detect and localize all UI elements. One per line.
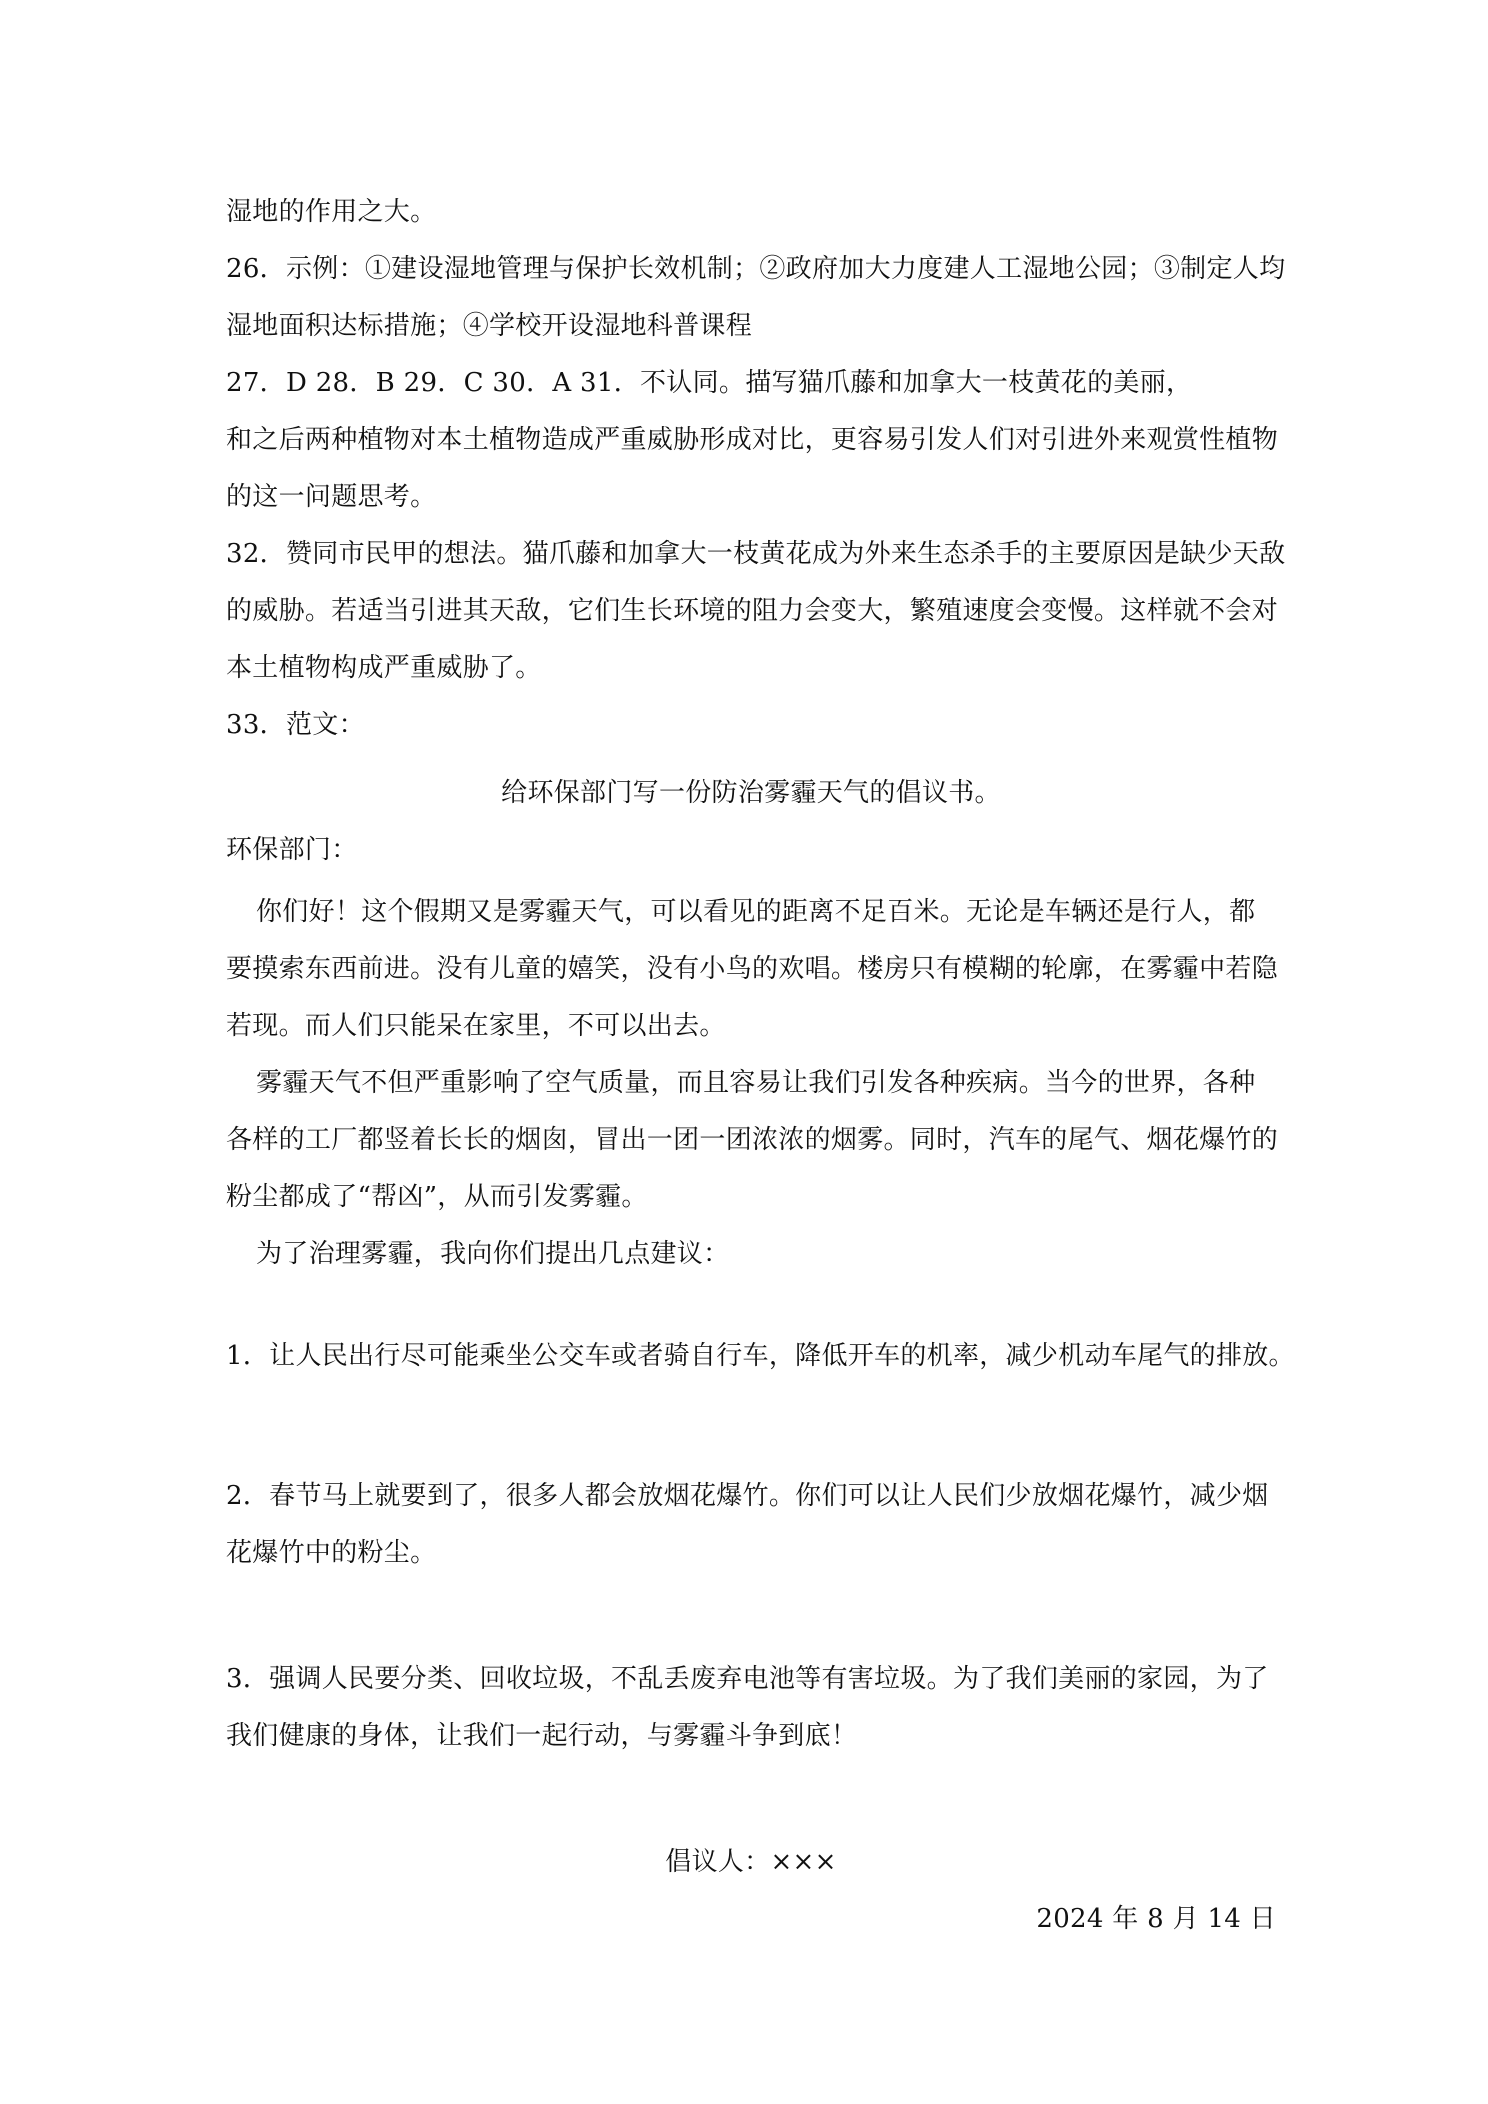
answers-27-31-line-1: 27．D 28．B 29．C 30．A 31．不认同。描写猫爪藤和加拿大一枝黄花的美丽， — [226, 368, 1193, 398]
essay-title: 给环保部门写一份防治雾霾天气的倡议书。 — [501, 778, 1001, 808]
answer-25-end: 湿地的作用之大。 — [226, 197, 437, 227]
answer-31-line-3: 的这一问题思考。 — [226, 482, 437, 512]
date: 2024 年 8 月 14 日 — [1036, 1904, 1276, 1934]
essay-para-2-line-2: 各样的工厂都竖着长长的烟囱，冒出一团一团浓浓的烟雾。同时，汽车的尾气、烟花爆竹的 — [226, 1125, 1279, 1155]
essay-para-3: 为了治理雾霾，我向你们提出几点建议： — [256, 1239, 730, 1269]
suggestion-2-line-2: 花爆竹中的粉尘。 — [226, 1538, 437, 1568]
answer-26-line-1: 26．示例：①建设湿地管理与保护长效机制；②政府加大力度建人工湿地公园；③制定人均 — [226, 254, 1286, 284]
answer-32-line-3: 本土植物构成严重威胁了。 — [226, 653, 542, 683]
suggestion-3-line-2: 我们健康的身体，让我们一起行动，与雾霾斗争到底！ — [226, 1721, 858, 1751]
answer-32-line-1: 32．赞同市民甲的想法。猫爪藤和加拿大一枝黄花成为外来生态杀手的主要原因是缺少天敌 — [226, 539, 1286, 569]
suggestion-2-line-1: 2．春节马上就要到了，很多人都会放烟花爆竹。你们可以让人民们少放烟花爆竹，减少烟 — [226, 1481, 1269, 1511]
suggestion-3-line-1: 3．强调人民要分类、回收垃圾，不乱丢废弃电池等有害垃圾。为了我们美丽的家园，为了 — [226, 1664, 1269, 1694]
essay-para-2-line-3: 粉尘都成了“帮凶”，从而引发雾霾。 — [226, 1182, 648, 1212]
suggestion-1: 1．让人民出行尽可能乘坐公交车或者骑自行车，降低开车的机率，减少机动车尾气的排放。 — [226, 1341, 1295, 1371]
essay-para-1-line-3: 若现。而人们只能呆在家里，不可以出去。 — [226, 1011, 726, 1041]
answer-26-line-2: 湿地面积达标措施；④学校开设湿地科普课程 — [226, 311, 753, 341]
answer-31-line-2: 和之后两种植物对本土植物造成严重威胁形成对比，更容易引发人们对引进外来观赏性植物 — [226, 425, 1279, 455]
essay-para-2-line-1: 雾霾天气不但严重影响了空气质量，而且容易让我们引发各种疾病。当今的世界，各种 — [256, 1068, 1256, 1098]
essay-para-1-line-1: 你们好！这个假期又是雾霾天气，可以看见的距离不足百米。无论是车辆还是行人，都 — [256, 897, 1256, 927]
answer-33-heading: 33．范文： — [226, 710, 365, 740]
signature: 倡议人：××× — [665, 1847, 837, 1877]
answer-32-line-2: 的威胁。若适当引进其天敌，它们生长环境的阻力会变大，繁殖速度会变慢。这样就不会对 — [226, 596, 1279, 626]
essay-salutation: 环保部门： — [226, 835, 358, 865]
essay-para-1-line-2: 要摸索东西前进。没有儿童的嬉笑，没有小鸟的欢唱。楼房只有模糊的轮廓，在雾霾中若隐 — [226, 954, 1279, 984]
